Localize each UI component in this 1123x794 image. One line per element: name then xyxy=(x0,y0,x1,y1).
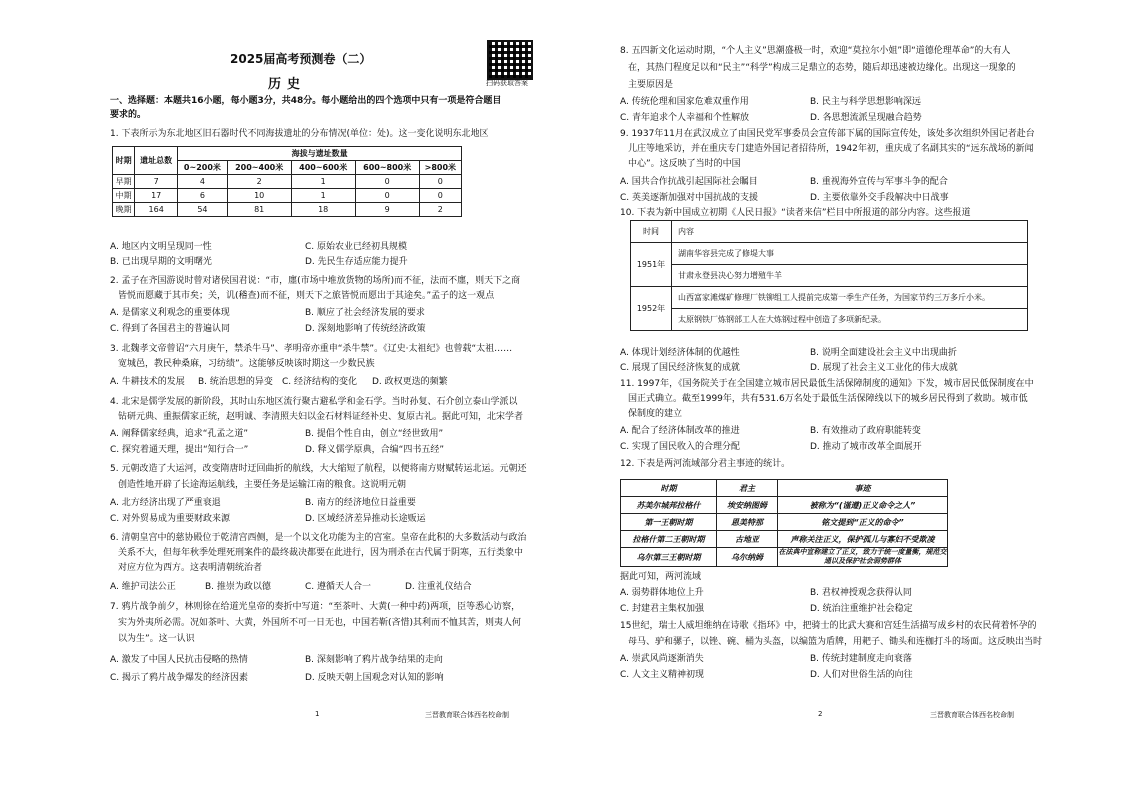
q15-option-c[interactable]: C. 人文主义精神初现 xyxy=(620,670,705,680)
q6-stem-3: 对应方位为西方。这表明清朝统治者 xyxy=(118,563,263,573)
q11-option-a[interactable]: A. 配合了经济体制改革的推进 xyxy=(620,426,740,436)
q15-option-d[interactable]: D. 人们对世俗生活的向往 xyxy=(810,670,913,680)
q5-option-d[interactable]: D. 区域经济差异推动长途贩运 xyxy=(305,514,426,524)
q1-col: 600~800米 xyxy=(355,161,419,175)
q4-option-d[interactable]: D. 释义儒学原典，合编“四书五经” xyxy=(305,445,444,455)
q9-stem-2: 儿庄等地采访，并在重庆专门建造外国记者招待所，1942年初，重庆成了名副其实的“远东战场的新闻 xyxy=(628,144,1034,154)
q1-col: 200~400米 xyxy=(227,161,291,175)
table-row xyxy=(621,548,948,567)
q1-stem: 1. 下表所示为东北地区旧石器时代不同海拔遗址的分布情况(单位：处)。这一变化说明东北地区 xyxy=(110,129,489,139)
cell: 54 xyxy=(178,203,227,217)
q12-h-period: 时期 xyxy=(621,480,717,497)
q15-stem-1: 15世纪，瑞士人威坦维纳在诗歌《指环》中，把骑士的比武大赛和宫廷生活描写成乡村的农民荷着怀孕的 xyxy=(620,621,1037,631)
q10-option-a[interactable]: A. 体现计划经济体制的优越性 xyxy=(620,348,740,358)
q1-col: 0~200米 xyxy=(178,161,227,175)
q4-option-c[interactable]: C. 探究着通天理，提出“知行合一” xyxy=(110,445,249,455)
q3-option-a[interactable]: A. 牛耕技术的发展 xyxy=(110,377,185,387)
q7-option-c[interactable]: C. 揭示了鸦片战争爆发的经济因素 xyxy=(110,673,249,683)
q11-stem-3: 保制度的建立 xyxy=(628,409,683,419)
cell: 声称关注正义，保护孤儿与寡妇不受欺凌 xyxy=(778,531,948,548)
cell: 埃安纳图姆 xyxy=(717,497,778,514)
q4-option-b[interactable]: B. 提倡个性自由，创立“经世致用” xyxy=(305,429,444,439)
q1-col: >800米 xyxy=(419,161,461,175)
q7-option-b[interactable]: B. 深刻影响了鸦片战争结果的走向 xyxy=(305,655,443,665)
q1-h-total: 遗址总数 xyxy=(135,147,178,175)
q12-h-king: 君主 xyxy=(717,480,778,497)
cell: 18 xyxy=(291,203,355,217)
q12-option-b[interactable]: B. 君权神授观念获得认同 xyxy=(810,588,912,598)
q9-option-c[interactable]: C. 英美逐渐加强对中国抗战的支援 xyxy=(620,193,759,203)
q8-option-d[interactable]: D. 各思想流派呈现融合趋势 xyxy=(810,113,922,123)
cell: 恩美特那 xyxy=(717,514,778,531)
q3-stem-2: 宽城邑，教民种桑麻，习纺绩”。这能够反映该时期这一少数民族 xyxy=(118,359,375,369)
page-number-1: 1 xyxy=(315,710,320,718)
q7-stem-2: 实为外夷所必需。况如茶叶、大黄，外国所不可一日无也，中国若靳(吝惜)其利而不恤其苦，则夷人何 xyxy=(118,618,522,628)
q15-option-b[interactable]: B. 传统封建制度走向衰落 xyxy=(810,654,912,664)
cell: 0 xyxy=(355,175,419,189)
qr-label: 扫码获取答案 xyxy=(486,79,528,87)
q5-option-a[interactable]: A. 北方经济出现了严重衰退 xyxy=(110,498,221,508)
q12-option-d[interactable]: D. 统治注重维护社会稳定 xyxy=(810,604,913,614)
q12-h-deed: 事迹 xyxy=(778,480,948,497)
q10-row-3: 山西富家滩煤矿修理厂铁铆组工人提前完成第一季生产任务，为国家节约三万多斤小米。 xyxy=(672,287,1028,309)
cell: 17 xyxy=(135,189,178,203)
q3-option-c[interactable]: C. 经济结构的变化 xyxy=(282,377,358,387)
q8-stem-2: 在，其热门程度足以和“民主”“科学”构成三足鼎立的态势，随后却迅速被边缘化。出现这一现象的 xyxy=(628,63,1016,73)
q2-stem-2: 皆悦而愿藏于其市矣；关，讥(稽查)而不征，则天下之旅皆悦而愿出于其途矣。”孟子的这一观点 xyxy=(118,291,495,301)
q6-option-c[interactable]: C. 遵循天人合一 xyxy=(305,582,372,592)
table-row xyxy=(113,203,462,217)
q8-option-a[interactable]: A. 传统伦理和国家危难双重作用 xyxy=(620,97,749,107)
q1-option-b[interactable]: B. 已出现早期的文明曙光 xyxy=(110,257,212,267)
q1-h-alt: 海拔与遗址数量 xyxy=(178,147,462,161)
q4-stem-2: 钻研元典、重振儒家正统，赵明诚、李清照夫妇以金石材料证经补史、复原古礼。据此可知，北宋学者 xyxy=(118,412,524,422)
cell: 81 xyxy=(227,203,291,217)
q1-option-d[interactable]: D. 先民生存适应能力提升 xyxy=(305,257,408,267)
q6-stem-2: 关系不大，但每年秋季处理死刑案件的最终裁决都要在此进行，因为刑杀在古代属于阴寒，五行类象中 xyxy=(118,548,524,558)
table-row xyxy=(621,497,948,514)
cell: 晚期 xyxy=(113,203,135,217)
q6-option-b[interactable]: B. 推崇为政以德 xyxy=(205,582,271,592)
cell: 0 xyxy=(419,189,461,203)
q10-h-time: 时间 xyxy=(631,221,672,243)
table-row xyxy=(631,243,1028,265)
footer-org-1: 三晋教育联合体西名校命制 xyxy=(425,711,509,719)
q8-option-b[interactable]: B. 民主与科学思想影响深远 xyxy=(810,97,921,107)
q6-option-d[interactable]: D. 注重礼仪结合 xyxy=(405,582,472,592)
q4-stem-1: 4. 北宋是儒学发展的新阶段，其时山东地区流行聚古避私学和金石学。当时孙复、石介创立泰山学派以 xyxy=(110,397,518,407)
q6-option-a[interactable]: A. 维护司法公正 xyxy=(110,582,176,592)
subject-title: 历史 xyxy=(268,77,307,92)
q1-col: 400~600米 xyxy=(291,161,355,175)
q1-option-a[interactable]: A. 地区内文明呈现同一性 xyxy=(110,242,212,252)
q10-h-content: 内容 xyxy=(672,221,1028,243)
q15-option-a[interactable]: A. 崇武风尚逐渐消失 xyxy=(620,654,704,664)
q11-stem-2: 国正式确立。截至1999年，共有531.6万名处于最低生活保障线以下的城乡居民得到了救助。城市低 xyxy=(628,394,1028,404)
table-row xyxy=(621,514,948,531)
q1-table xyxy=(112,146,462,217)
q12-table xyxy=(620,479,948,567)
cell: 古地亚 xyxy=(717,531,778,548)
cell: 铭文提到“正义的命令” xyxy=(778,514,948,531)
cell: 被称为“(谨遵)正义命令之人” xyxy=(778,497,948,514)
q9-stem-1: 9. 1937年11月在武汉成立了由国民党军事委员会宣传部下属的国际宣传处，该处多次组织外国记者赴台 xyxy=(620,129,1035,139)
q10-stem: 10. 下表为新中国成立初期《人民日报》“读者来信”栏目中所报道的部分内容。这些报道 xyxy=(620,208,971,218)
q10-row-2: 甘肃永登县决心努力增殖牛羊 xyxy=(672,265,1028,287)
q4-option-a[interactable]: A. 阐释儒家经典，追求“孔孟之道” xyxy=(110,429,249,439)
cell: 乌尔第三王朝时期 xyxy=(621,548,717,567)
q8-option-c[interactable]: C. 青年追求个人幸福和个性解放 xyxy=(620,113,750,123)
page-number-2: 2 xyxy=(818,710,823,718)
q8-stem-1: 8. 五四新文化运动时期，“个人主义”思潮盛极一时，欢迎“莫拉尔小姐”即“道德伦理革命”的大有人 xyxy=(620,46,1011,56)
table-row xyxy=(631,309,1028,331)
q1-option-c[interactable]: C. 原始农业已经初具规模 xyxy=(305,242,408,252)
q12-option-c[interactable]: C. 封建君主集权加强 xyxy=(620,604,705,614)
q2-option-d[interactable]: D. 深刻地影响了传统经济政策 xyxy=(305,324,426,334)
cell: 7 xyxy=(135,175,178,189)
q10-table xyxy=(630,220,1028,331)
cell: 6 xyxy=(178,189,227,203)
q5-option-b[interactable]: B. 南方的经济地位日益重要 xyxy=(305,498,416,508)
table-row xyxy=(631,287,1028,309)
q1-h-period: 时期 xyxy=(113,147,135,175)
table-row xyxy=(113,189,462,203)
cell: 乌尔纳姆 xyxy=(717,548,778,567)
cell: 0 xyxy=(355,189,419,203)
q5-option-c[interactable]: C. 对外贸易成为重要财政来源 xyxy=(110,514,231,524)
cell: 10 xyxy=(227,189,291,203)
q11-option-b[interactable]: B. 有效推动了政府职能转变 xyxy=(810,426,921,436)
q15-stem-2: 母马、驴和骡子，以锉、碗、桶为头盔，以编篮为盾牌，用耙子、锄头和连枷打斗的场面。这反映出当时 xyxy=(628,637,1043,647)
q2-option-a[interactable]: A. 是儒家义利观念的重要体现 xyxy=(110,308,230,318)
q2-stem-1: 2. 孟子在齐国游说时曾对诸侯国君说：“市，廛(市场中堆放货物的场所)而不征，法而不廛，则天下之商 xyxy=(110,276,521,286)
exam-title: 2025届高考预测卷（二） xyxy=(230,52,372,66)
cell: 1 xyxy=(291,175,355,189)
q5-stem-2: 创造性地开辟了长途海运航线，主要任务是运输江南的粮食。这说明元朝 xyxy=(118,480,407,490)
q3-option-b[interactable]: B. 统治思想的异变 xyxy=(198,377,273,387)
q7-stem-3: 以为生”。这一认识 xyxy=(118,634,195,644)
q11-option-d[interactable]: D. 推动了城市改革全面展开 xyxy=(810,442,922,452)
cell: 164 xyxy=(135,203,178,217)
q2-option-c[interactable]: C. 得到了各国君主的普遍认同 xyxy=(110,324,231,334)
cell: 第一王朝时期 xyxy=(621,514,717,531)
q11-option-c[interactable]: C. 实现了国民收入的合理分配 xyxy=(620,442,741,452)
q7-option-a[interactable]: A. 激发了中国人民抗击侵略的热情 xyxy=(110,655,248,665)
q9-option-a[interactable]: A. 国共合作抗战引起国际社会瞩目 xyxy=(620,177,758,187)
table-row xyxy=(631,265,1028,287)
cell: 4 xyxy=(178,175,227,189)
cell: 苏美尔城邦拉格什 xyxy=(621,497,717,514)
qr-code-icon[interactable] xyxy=(487,40,533,80)
q9-option-d[interactable]: D. 主要依靠外交手段解决中日战事 xyxy=(810,193,949,203)
table-row xyxy=(113,175,462,189)
q10-year-1951: 1951年 xyxy=(631,243,672,287)
q10-option-d[interactable]: D. 展现了社会主义工业化的伟大成就 xyxy=(810,363,958,373)
q3-option-d[interactable]: D. 政权更迭的频繁 xyxy=(372,377,448,387)
cell: 拉格什第二王朝时期 xyxy=(621,531,717,548)
section-heading: 一、选择题：本题共16小题，每小题3分，共48分。每小题给出的四个选项中只有一项是符合题目 xyxy=(110,96,502,106)
q8-stem-3: 主要原因是 xyxy=(628,80,674,90)
cell: 1 xyxy=(291,189,355,203)
q11-stem-1: 11. 1997年，《国务院关于在全国建立城市居民最低生活保障制度的通知》下发，城市居民低保制度在中 xyxy=(620,379,1034,389)
q9-option-b[interactable]: B. 重视海外宣传与军事斗争的配合 xyxy=(810,177,948,187)
section-heading-cont: 要求的。 xyxy=(110,110,147,120)
q6-stem-1: 6. 清朝皇宫中的慈协殿位于乾清宫西侧，是一个以文化功能为主的宫室。皇帝在此积的大多数活动与政治 xyxy=(110,533,527,543)
q7-option-d[interactable]: D. 反映天朝上国观念对认知的影响 xyxy=(305,673,444,683)
cell: 2 xyxy=(227,175,291,189)
cell: 早期 xyxy=(113,175,135,189)
table-row xyxy=(621,531,948,548)
right-page xyxy=(562,0,1123,794)
q10-option-b[interactable]: B. 说明全面建设社会主义中出现曲折 xyxy=(810,348,957,358)
q10-row-4: 太原钢铁厂炼钢部工人在大炼钢过程中创造了多项新纪录。 xyxy=(672,309,1028,331)
q5-stem-1: 5. 元朝改造了大运河，改变隋唐时迂回曲折的航线，大大缩短了航程，以便将南方财赋转运北运。元朝还 xyxy=(110,464,527,474)
cell: 中期 xyxy=(113,189,135,203)
q10-option-c[interactable]: C. 展现了国民经济恢复的成就 xyxy=(620,363,741,373)
cell: 2 xyxy=(419,203,461,217)
q10-row-1: 湖南华容县完成了修堤大事 xyxy=(672,243,1028,265)
footer-org-2: 三晋教育联合体西名校命制 xyxy=(930,711,1014,719)
q2-option-b[interactable]: B. 顺应了社会经济发展的要求 xyxy=(305,308,425,318)
q12-option-a[interactable]: A. 弱势群体地位上升 xyxy=(620,588,704,598)
cell: 0 xyxy=(419,175,461,189)
cell: 9 xyxy=(355,203,419,217)
q12-after: 据此可知，两河流域 xyxy=(620,572,702,582)
q10-year-1952: 1952年 xyxy=(631,287,672,331)
q3-stem-1: 3. 北魏孝文帝曾诏“六月庚午，禁杀牛马”、孝明帝亦重申“杀牛禁”。《辽史·太祖纪》也曾载“太祖…… xyxy=(110,344,513,354)
q7-stem-1: 7. 鸦片战争前夕，林则徐在给道光皇帝的奏折中写道：“至茶叶、大黄(一种中药)两项，臣等悉心访察， xyxy=(110,602,521,612)
q12-stem: 12. 下表是两河流域部分君主事迹的统计。 xyxy=(620,459,791,469)
cell: 在法典中宣称建立了正义，致力于统一度量衡，规范交通以及保护社会弱势群体 xyxy=(778,548,947,565)
q9-stem-3: 中心”。这反映了当时的中国 xyxy=(628,159,741,169)
